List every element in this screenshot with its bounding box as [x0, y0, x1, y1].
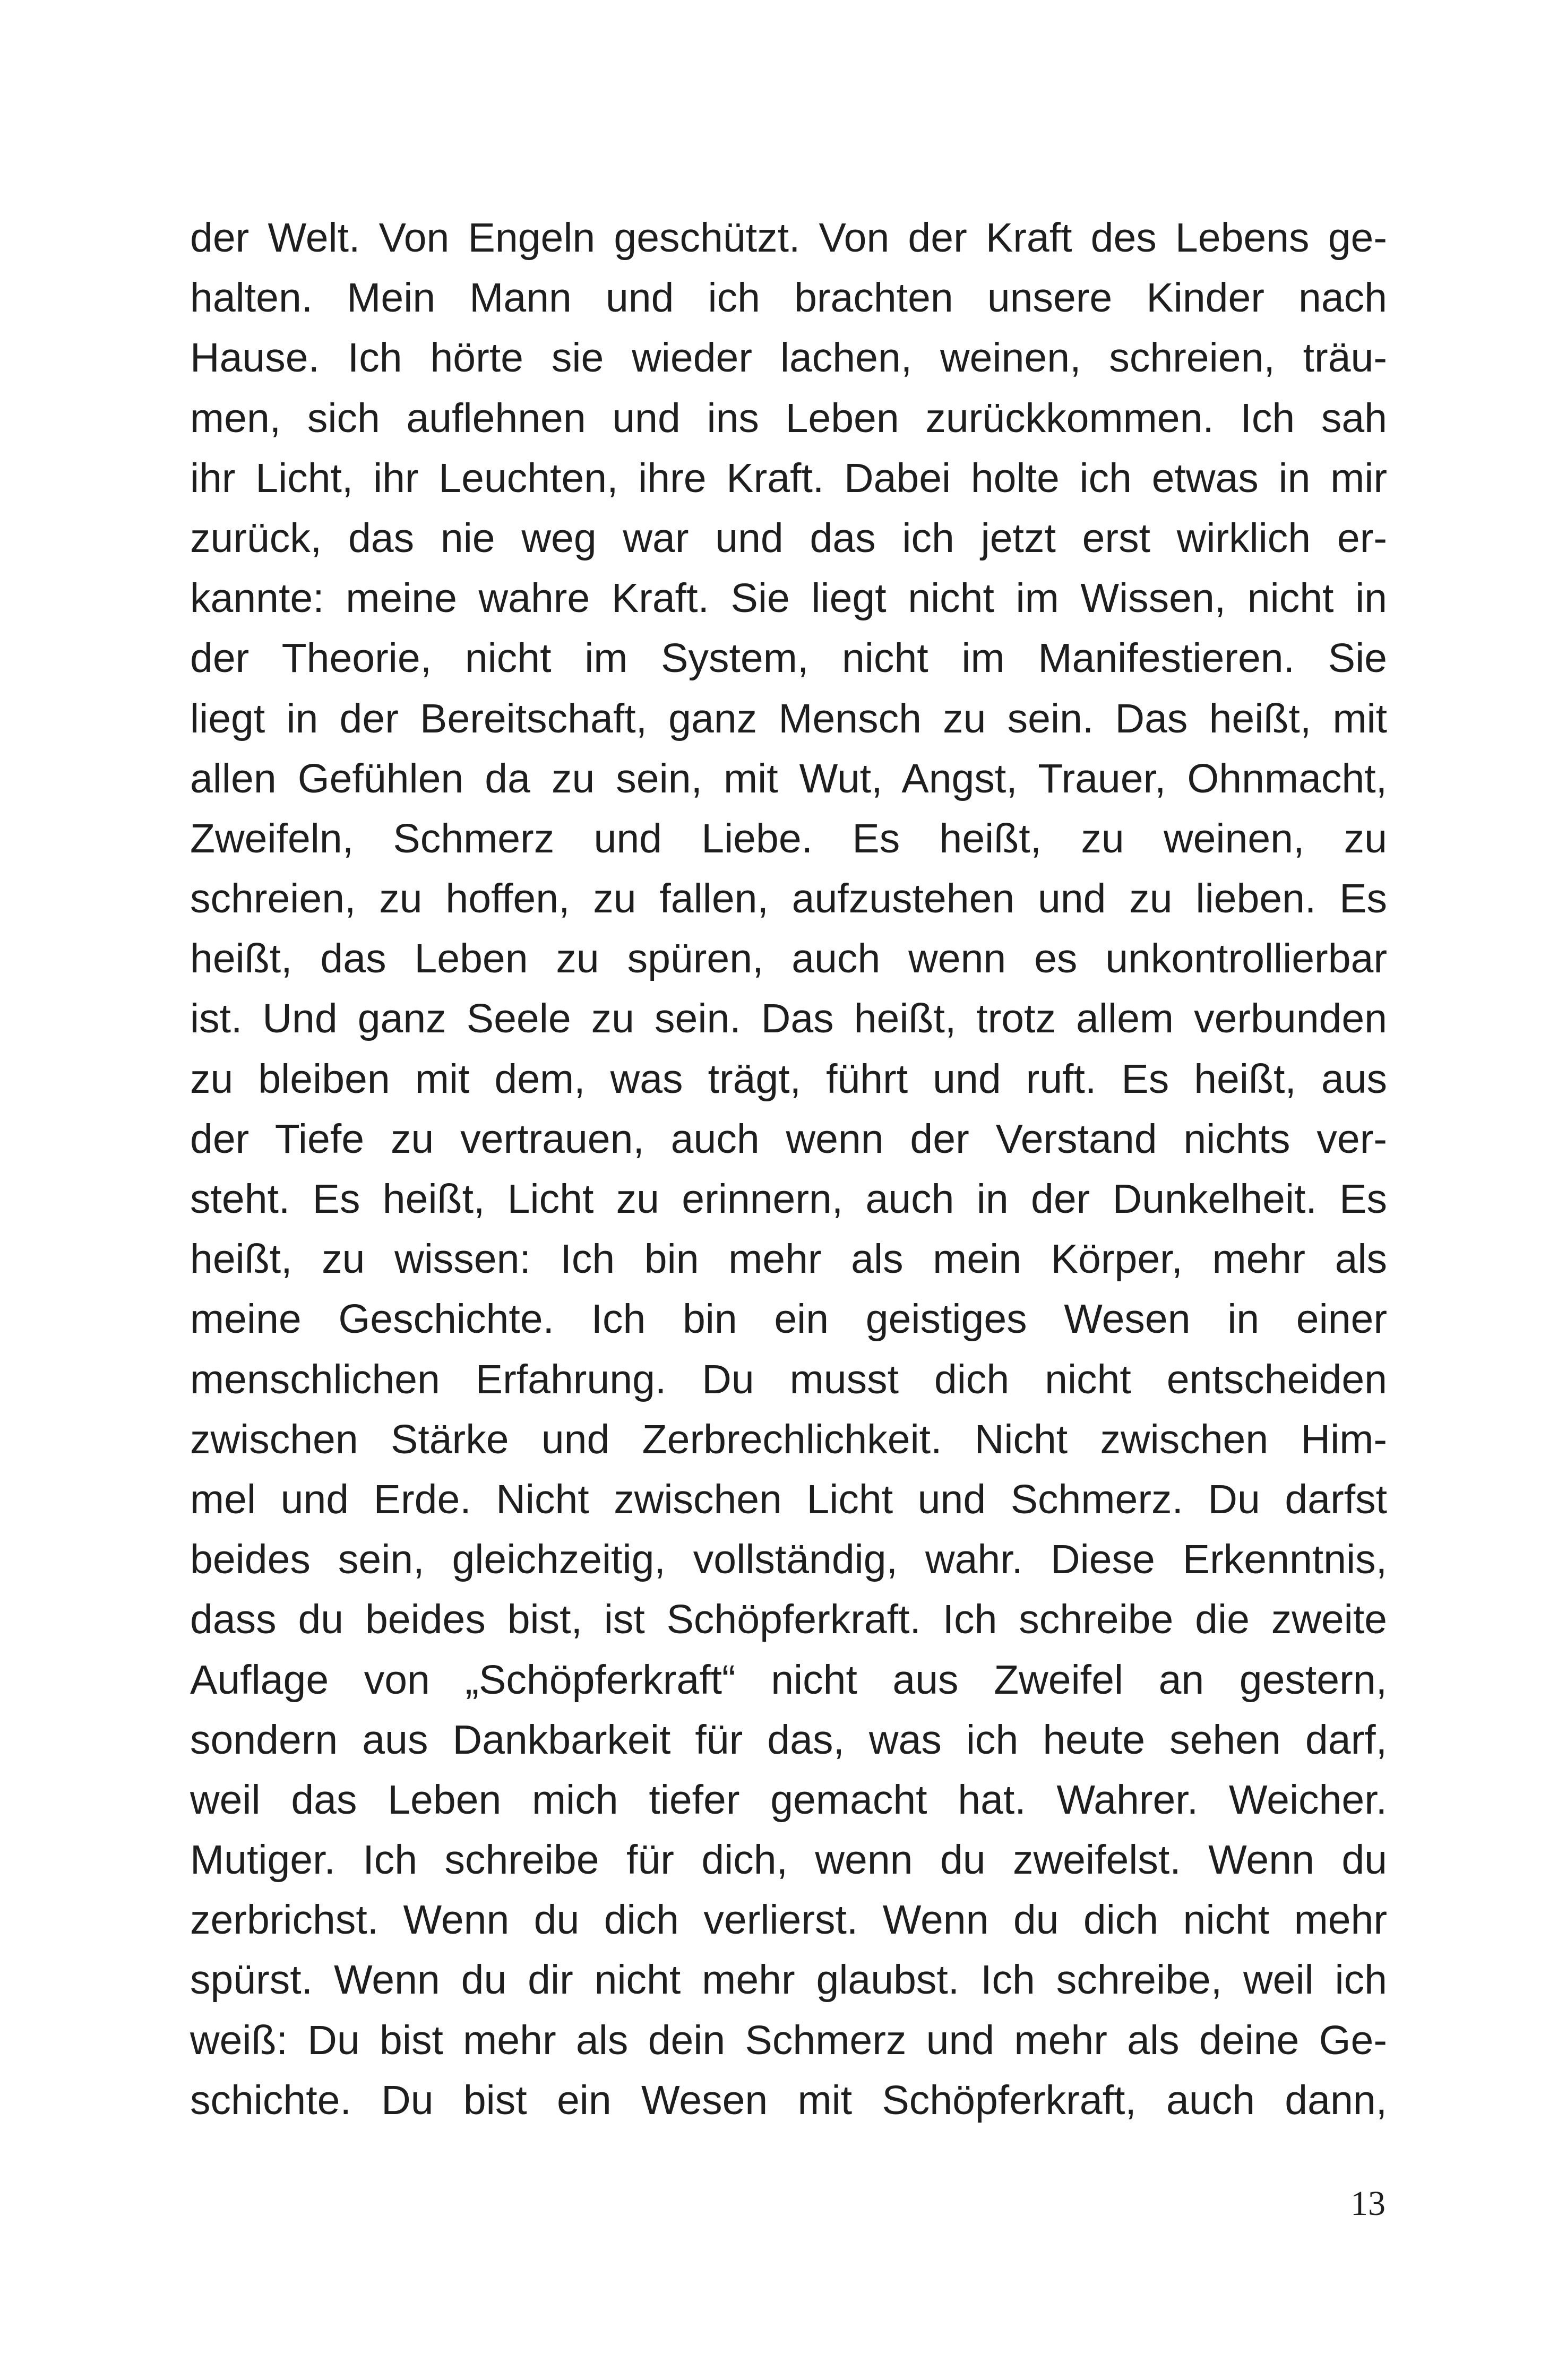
text-line: menschlichen Erfahrung. Du musst dich nicht entscheiden [190, 1356, 1387, 1402]
text-line: Zweifeln, Schmerz und Liebe. Es heißt, zu weinen, zu [190, 815, 1387, 861]
text-line: heißt, zu wissen: Ich bin mehr als mein Körper, mehr als [190, 1236, 1387, 1282]
text-line: zwischen Stärke und Zerbrechlichkeit. Nicht zwischen Him- [190, 1416, 1387, 1462]
text-line: der Theorie, nicht im System, nicht im Manifestieren. Sie [190, 635, 1387, 682]
text-line: weiß: Du bist mehr als dein Schmerz und mehr als deine Ge- [190, 2017, 1387, 2063]
text-line: schreien, zu hoffen, zu fallen, aufzustehen und zu lieben. Es [190, 876, 1387, 922]
text-line: liegt in der Bereitschaft, ganz Mensch zu sein. Das heißt, mit [190, 695, 1387, 741]
text-line: steht. Es heißt, Licht zu erinnern, auch in der Dunkelheit. Es [190, 1176, 1387, 1222]
text-line: kannte: meine wahre Kraft. Sie liegt nicht im Wissen, nicht in [190, 575, 1387, 622]
page-number: 13 [1350, 2184, 1386, 2223]
text-line: zerbrichst. Wenn du dich verlierst. Wenn du dich nicht mehr [190, 1897, 1387, 1943]
text-line: weil das Leben mich tiefer gemacht hat. Wahrer. Weicher. [190, 1777, 1387, 1823]
text-line: Hause. Ich hörte sie wieder lachen, weinen, schreien, träu- [190, 335, 1387, 381]
text-line: mel und Erde. Nicht zwischen Licht und Schmerz. Du darfst [190, 1476, 1387, 1522]
text-line: Mutiger. Ich schreibe für dich, wenn du zweifelst. Wenn du [190, 1837, 1387, 1883]
text-line: der Welt. Von Engeln geschützt. Von der Kraft des Lebens ge- [190, 215, 1387, 261]
text-line: schichte. Du bist ein Wesen mit Schöpferkraft, auch dann, [190, 2077, 1387, 2123]
text-line: meine Geschichte. Ich bin ein geistiges Wesen in einer [190, 1296, 1387, 1342]
text-line: sondern aus Dankbarkeit für das, was ich heute sehen darf, [190, 1717, 1387, 1763]
text-line: der Tiefe zu vertrauen, auch wenn der Verstand nichts ver- [190, 1116, 1387, 1162]
text-line: dass du beides bist, ist Schöpferkraft. Ich schreibe die zweite [190, 1597, 1387, 1643]
body-text [190, 208, 1387, 2131]
text-line: spürst. Wenn du dir nicht mehr glaubst. Ich schreibe, weil ich [190, 1957, 1387, 2003]
text-line: men, sich auflehnen und ins Leben zurückkommen. Ich sah [190, 395, 1387, 441]
text-line: ist. Und ganz Seele zu sein. Das heißt, trotz allem verbunden [190, 996, 1387, 1042]
text-line: beides sein, gleichzeitig, vollständig, wahr. Diese Erkenntnis, [190, 1537, 1387, 1583]
text-line: zurück, das nie weg war und das ich jetzt erst wirklich er- [190, 515, 1387, 561]
text-line: ihr Licht, ihr Leuchten, ihre Kraft. Dabei holte ich etwas in mir [190, 455, 1387, 501]
text-line: halten. Mein Mann und ich brachten unsere Kinder nach [190, 275, 1387, 321]
text-line: zu bleiben mit dem, was trägt, führt und ruft. Es heißt, aus [190, 1056, 1387, 1102]
text-line: allen Gefühlen da zu sein, mit Wut, Angst, Trauer, Ohnmacht, [190, 755, 1387, 801]
text-line: Auflage von „Schöpferkraft“ nicht aus Zweifel an gestern, [190, 1657, 1387, 1703]
text-line: heißt, das Leben zu spüren, auch wenn es unkontrollierbar [190, 936, 1387, 982]
